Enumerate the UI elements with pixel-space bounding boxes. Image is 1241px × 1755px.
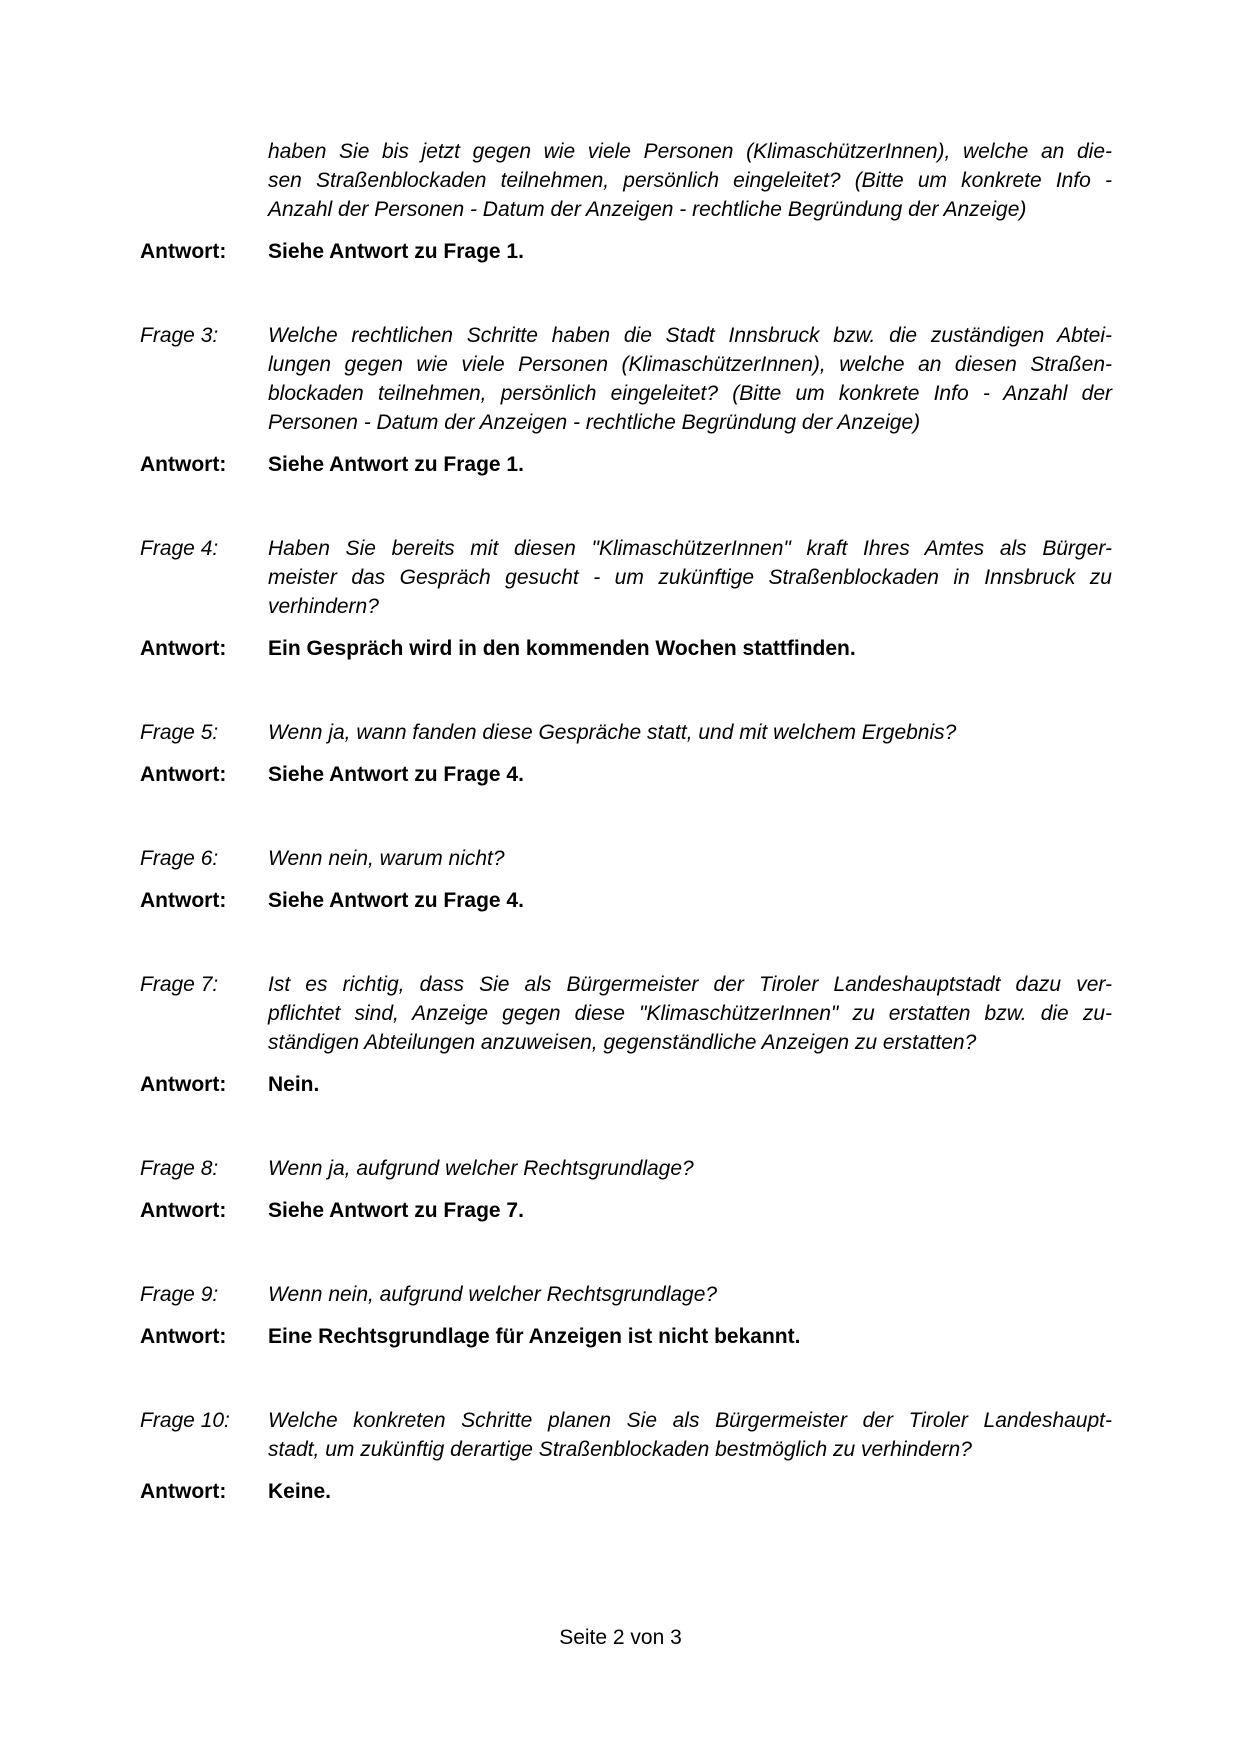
frage-label: Frage 6: xyxy=(140,847,219,870)
frage-label: Frage 8: xyxy=(140,1157,219,1180)
antwort-label: Antwort: xyxy=(140,1480,227,1503)
question-text xyxy=(268,970,1112,1057)
question-line: Wenn nein, aufgrund welcher Rechtsgrundlage? xyxy=(268,1283,718,1306)
antwort-label: Antwort: xyxy=(140,453,227,476)
qa-block xyxy=(140,718,1112,789)
question-line: pflichtet sind, Anzeige gegen diese "KlimaschützerInnen" zu erstatten bzw. die zu- xyxy=(268,1002,1112,1025)
question-line: ständigen Abteilungen anzuweisen, gegenständliche Anzeigen zu erstatten? xyxy=(268,1031,977,1054)
question-row xyxy=(140,534,1112,621)
answer-row xyxy=(140,760,1112,789)
question-text xyxy=(268,534,1112,621)
antwort-text: Siehe Antwort zu Frage 1. xyxy=(268,240,524,263)
antwort-text: Siehe Antwort zu Frage 1. xyxy=(268,453,524,476)
question-line: Welche konkreten Schritte planen Sie als Bürgermeister der Tiroler Landeshaupt- xyxy=(268,1409,1112,1432)
question-line: Ist es richtig, dass Sie als Bürgermeister der Tiroler Landeshauptstadt dazu ver- xyxy=(268,973,1112,996)
qa-block xyxy=(140,844,1112,915)
qa-block xyxy=(140,1154,1112,1225)
antwort-text: Ein Gespräch wird in den kommenden Wochen stattfinden. xyxy=(268,637,856,660)
question-text xyxy=(268,321,1112,437)
question-text xyxy=(268,137,1112,224)
frage-label: Frage 5: xyxy=(140,721,219,744)
answer-row xyxy=(140,1322,1112,1351)
antwort-label: Antwort: xyxy=(140,1199,227,1222)
question-line: Wenn nein, warum nicht? xyxy=(268,847,505,870)
antwort-label: Antwort: xyxy=(140,763,227,786)
answer-row xyxy=(140,886,1112,915)
antwort-text: Siehe Antwort zu Frage 4. xyxy=(268,763,524,786)
question-line: sen Straßenblockaden teilnehmen, persönlich eingeleitet? (Bitte um konkrete Info - xyxy=(268,169,1112,192)
question-line: verhindern? xyxy=(268,595,379,618)
qa-block xyxy=(140,970,1112,1099)
antwort-label: Antwort: xyxy=(140,889,227,912)
qa-section xyxy=(140,137,1112,1561)
question-line: haben Sie bis jetzt gegen wie viele Personen (KlimaschützerInnen), welche an die- xyxy=(268,140,1112,163)
qa-block xyxy=(140,1280,1112,1351)
question-row xyxy=(140,1406,1112,1464)
antwort-label: Antwort: xyxy=(140,240,227,263)
question-line: stadt, um zukünftig derartige Straßenblockaden bestmöglich zu verhindern? xyxy=(268,1438,972,1461)
answer-row xyxy=(140,450,1112,479)
question-text xyxy=(268,1154,1112,1183)
antwort-label: Antwort: xyxy=(140,1325,227,1348)
question-row xyxy=(140,844,1112,873)
question-text xyxy=(268,844,1112,873)
antwort-text: Siehe Antwort zu Frage 7. xyxy=(268,1199,524,1222)
question-line: Wenn ja, aufgrund welcher Rechtsgrundlage? xyxy=(268,1157,694,1180)
question-row xyxy=(140,718,1112,747)
frage-label: Frage 4: xyxy=(140,537,219,560)
question-line: Welche rechtlichen Schritte haben die Stadt Innsbruck bzw. die zuständigen Abtei- xyxy=(268,324,1112,347)
antwort-text: Siehe Antwort zu Frage 4. xyxy=(268,889,524,912)
antwort-text: Eine Rechtsgrundlage für Anzeigen ist nicht bekannt. xyxy=(268,1325,801,1348)
answer-row xyxy=(140,634,1112,663)
qa-block xyxy=(140,534,1112,663)
frage-label: Frage 3: xyxy=(140,324,219,347)
answer-row xyxy=(140,1477,1112,1506)
antwort-label: Antwort: xyxy=(140,1073,227,1096)
frage-label: Frage 7: xyxy=(140,973,219,996)
question-line: Anzahl der Personen - Datum der Anzeigen - rechtliche Begründung der Anzeige) xyxy=(268,198,1027,221)
question-row xyxy=(140,970,1112,1057)
qa-block xyxy=(140,137,1112,266)
question-text xyxy=(268,1280,1112,1309)
answer-row xyxy=(140,237,1112,266)
question-row xyxy=(140,1280,1112,1309)
frage-label: Frage 10: xyxy=(140,1409,230,1432)
frage-label: Frage 9: xyxy=(140,1283,219,1306)
question-line: Haben Sie bereits mit diesen "KlimaschützerInnen" kraft Ihres Amtes als Bürger- xyxy=(268,537,1112,560)
antwort-text: Keine. xyxy=(268,1480,332,1503)
antwort-label: Antwort: xyxy=(140,637,227,660)
question-line: lungen gegen wie viele Personen (KlimaschützerInnen), welche an diesen Straßen- xyxy=(268,353,1112,376)
question-row xyxy=(140,137,1112,224)
question-line: blockaden teilnehmen, persönlich eingeleitet? (Bitte um konkrete Info - Anzahl der xyxy=(268,382,1112,405)
question-text xyxy=(268,1406,1112,1464)
question-line: meister das Gespräch gesucht - um zukünftige Straßenblockaden in Innsbruck zu xyxy=(268,566,1112,589)
qa-block xyxy=(140,1406,1112,1506)
answer-row xyxy=(140,1196,1112,1225)
answer-row xyxy=(140,1070,1112,1099)
qa-block xyxy=(140,321,1112,479)
question-row xyxy=(140,321,1112,437)
question-line: Wenn ja, wann fanden diese Gespräche statt, und mit welchem Ergebnis? xyxy=(268,721,957,744)
question-line: Personen - Datum der Anzeigen - rechtliche Begründung der Anzeige) xyxy=(268,411,921,434)
antwort-text: Nein. xyxy=(268,1073,320,1096)
page-number: Seite 2 von 3 xyxy=(559,1626,682,1649)
question-row xyxy=(140,1154,1112,1183)
question-text xyxy=(268,718,1112,747)
